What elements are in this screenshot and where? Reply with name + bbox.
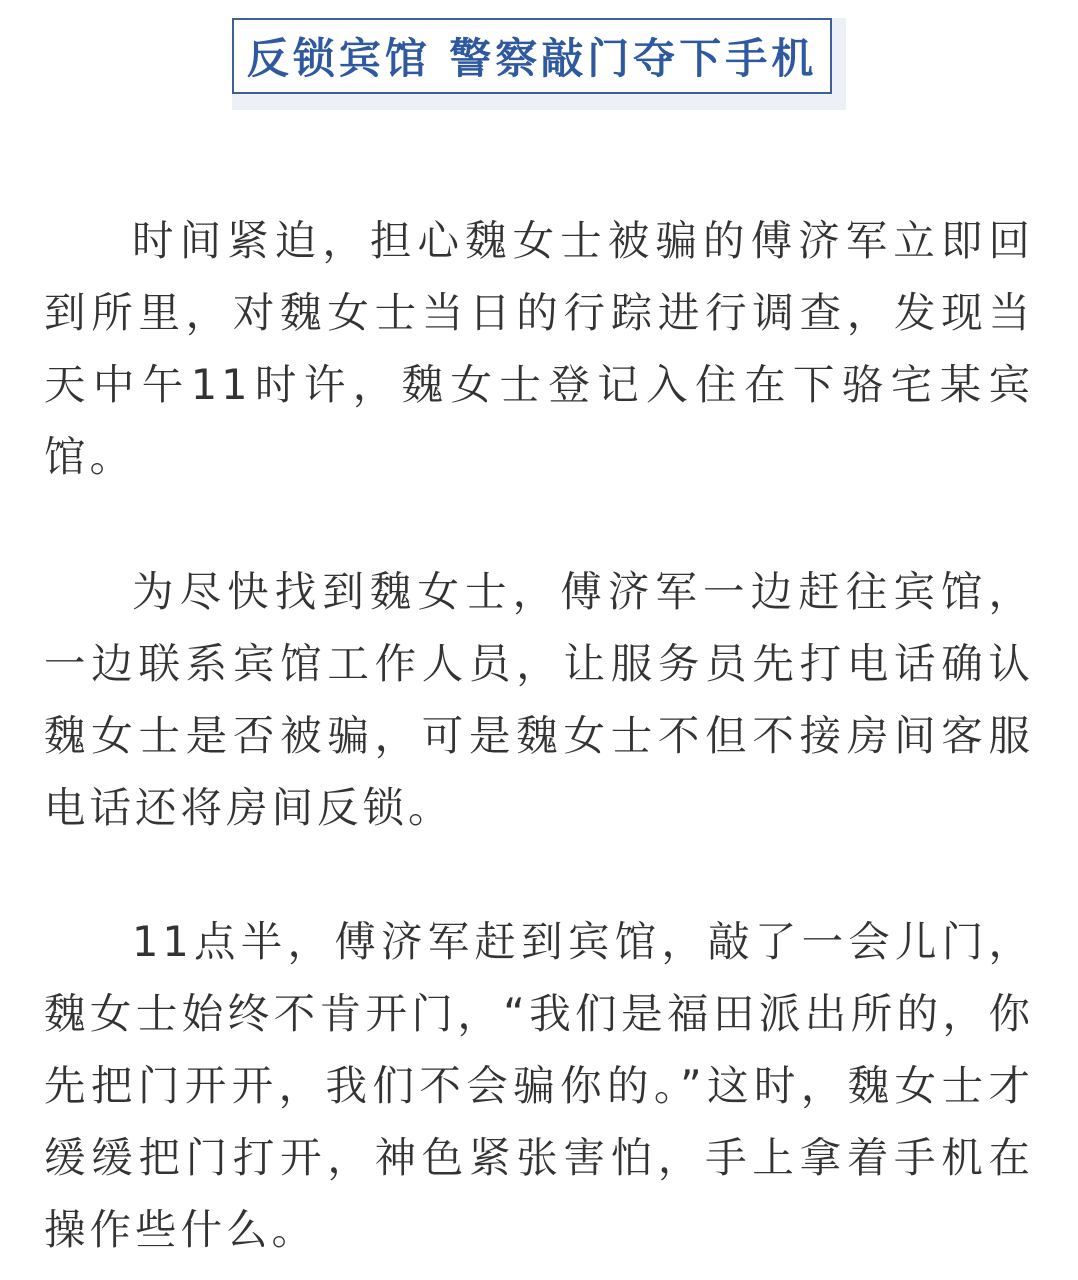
article-paragraph: 为尽快找到魏女士，傅济军一边赶往宾馆，一边联系宾馆工作人员，让服务员先打电话确认魏女士是否被骗，可是魏女士不但不接房间客服电话还将房间反锁。 <box>44 567 1034 832</box>
article-paragraph: 时间紧迫，担心魏女士被骗的傅济军立即回到所里，对魏女士当日的行踪进行调查，发现当天中午11时许，魏女士登记入住在下骆宅某宾馆。 <box>44 216 1034 481</box>
section-title: 反锁宾馆 警察敲门夺下手机 <box>246 34 818 83</box>
section-title-box <box>232 18 832 94</box>
section-title-block <box>232 18 846 110</box>
article-paragraph: 11点半，傅济军赶到宾馆，敲了一会儿门，魏女士始终不肯开门，“我们是福田派出所的，你先把门开开，我们不会骗你的。”这时，魏女士才缓缓把门打开，神色紧张害怕，手上拿着手机在操作些什么。 <box>44 917 1034 1254</box>
